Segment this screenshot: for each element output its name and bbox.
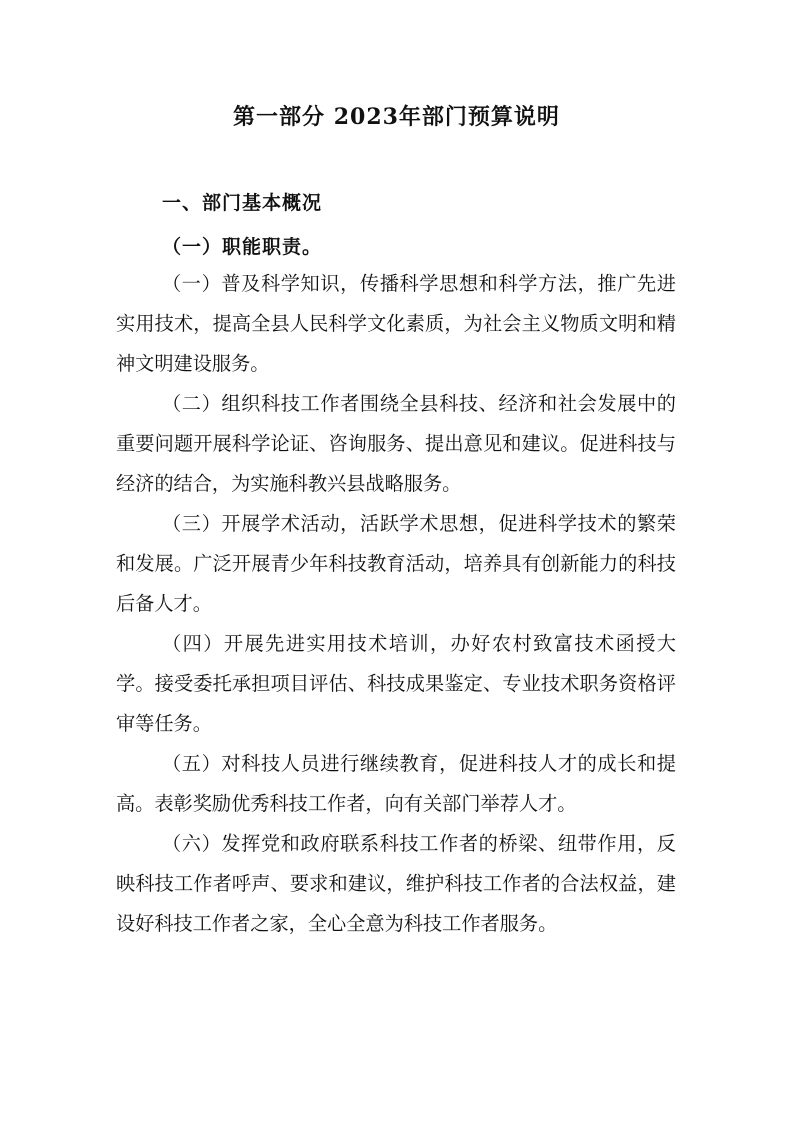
section-heading: 一、部门基本概况 xyxy=(162,192,323,214)
paragraph-1: （一）普及科学知识，传播科学思想和科学方法，推广先进实用技术，提高全县人民科学文化素质，为社会主义物质文明和精神文明建设服务。 xyxy=(116,272,676,375)
body-text xyxy=(116,264,676,944)
sub-heading: （一）职能职责。 xyxy=(162,236,323,258)
paragraph-5: （五）对科技人员进行继续教育，促进科技人才的成长和提高。表彰奖励优秀科技工作者，向有关部门举荐人才。 xyxy=(116,752,676,815)
paragraph-2: （二）组织科技工作者围绕全县科技、经济和社会发展中的重要问题开展科学论证、咨询服务、提出意见和建议。促进科技与经济的结合，为实施科教兴县战略服务。 xyxy=(116,392,676,495)
paragraph-6: （六）发挥党和政府联系科技工作者的桥梁、纽带作用，反映科技工作者呼声、要求和建议，维护科技工作者的合法权益，建设好科技工作者之家，全心全意为科技工作者服务。 xyxy=(116,832,676,935)
page-title: 第一部分 2023年部门预算说明 xyxy=(233,104,560,130)
paragraph-4: （四）开展先进实用技术培训，办好农村致富技术函授大学。接受委托承担项目评估、科技成果鉴定、专业技术职务资格评审等任务。 xyxy=(116,632,676,735)
paragraph-3: （三）开展学术活动，活跃学术思想，促进科学技术的繁荣和发展。广泛开展青少年科技教育活动，培养具有创新能力的科技后备人才。 xyxy=(116,512,676,615)
